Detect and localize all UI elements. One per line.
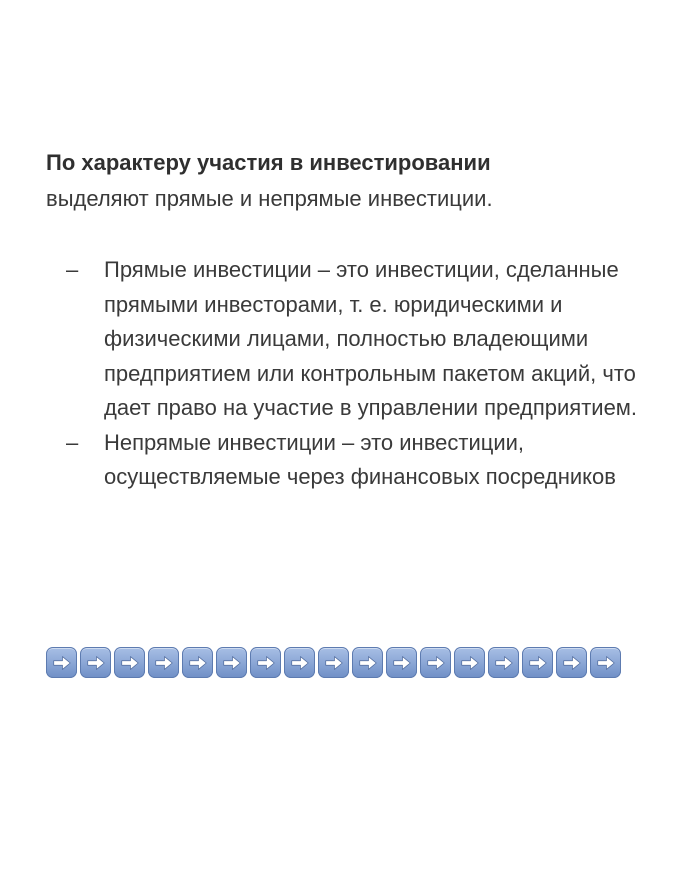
- right-arrow-emoji-icon: [386, 647, 417, 678]
- bullet-text: Непрямые инвестиции – это инвестиции, осуществляемые через финансовых посредников: [104, 429, 616, 489]
- right-arrow-emoji-icon: [522, 647, 553, 678]
- bullet-dash: –: [66, 257, 79, 282]
- right-arrow-emoji-icon: [556, 647, 587, 678]
- bullet-direct-investments: [0, 253, 700, 426]
- right-arrow-emoji-icon: [182, 647, 213, 678]
- intro-paragraph: [46, 145, 666, 217]
- right-arrow-emoji-icon: [114, 647, 145, 678]
- bullet-text: Прямые инвестиции – это инвестиции, сделанные прямыми инвесторами, т. е. юридическими и физическими лицами, полностью владеющими предприятием или контрольным пакетом акций, что дает право на участие в управлении предприятием.: [104, 257, 638, 420]
- right-arrow-emoji-icon: [216, 647, 247, 678]
- right-arrow-emoji-icon: [488, 647, 519, 678]
- right-arrow-emoji-icon: [318, 647, 349, 678]
- right-arrow-emoji-icon: [148, 647, 179, 678]
- arrow-row: [46, 647, 621, 678]
- bullet-dash: –: [66, 429, 79, 455]
- intro-rest: выделяют прямые и непрямые инвестиции.: [46, 186, 493, 211]
- bullet-indirect-investments: [0, 426, 700, 495]
- right-arrow-emoji-icon: [284, 647, 315, 678]
- right-arrow-emoji-icon: [46, 647, 77, 678]
- bullet-list: [0, 253, 700, 495]
- right-arrow-emoji-icon: [420, 647, 451, 678]
- intro-lead: По характеру участия в инвестировании: [46, 150, 491, 175]
- right-arrow-emoji-icon: [454, 647, 485, 678]
- right-arrow-emoji-icon: [352, 647, 383, 678]
- right-arrow-emoji-icon: [80, 647, 111, 678]
- right-arrow-emoji-icon: [590, 647, 621, 678]
- right-arrow-emoji-icon: [250, 647, 281, 678]
